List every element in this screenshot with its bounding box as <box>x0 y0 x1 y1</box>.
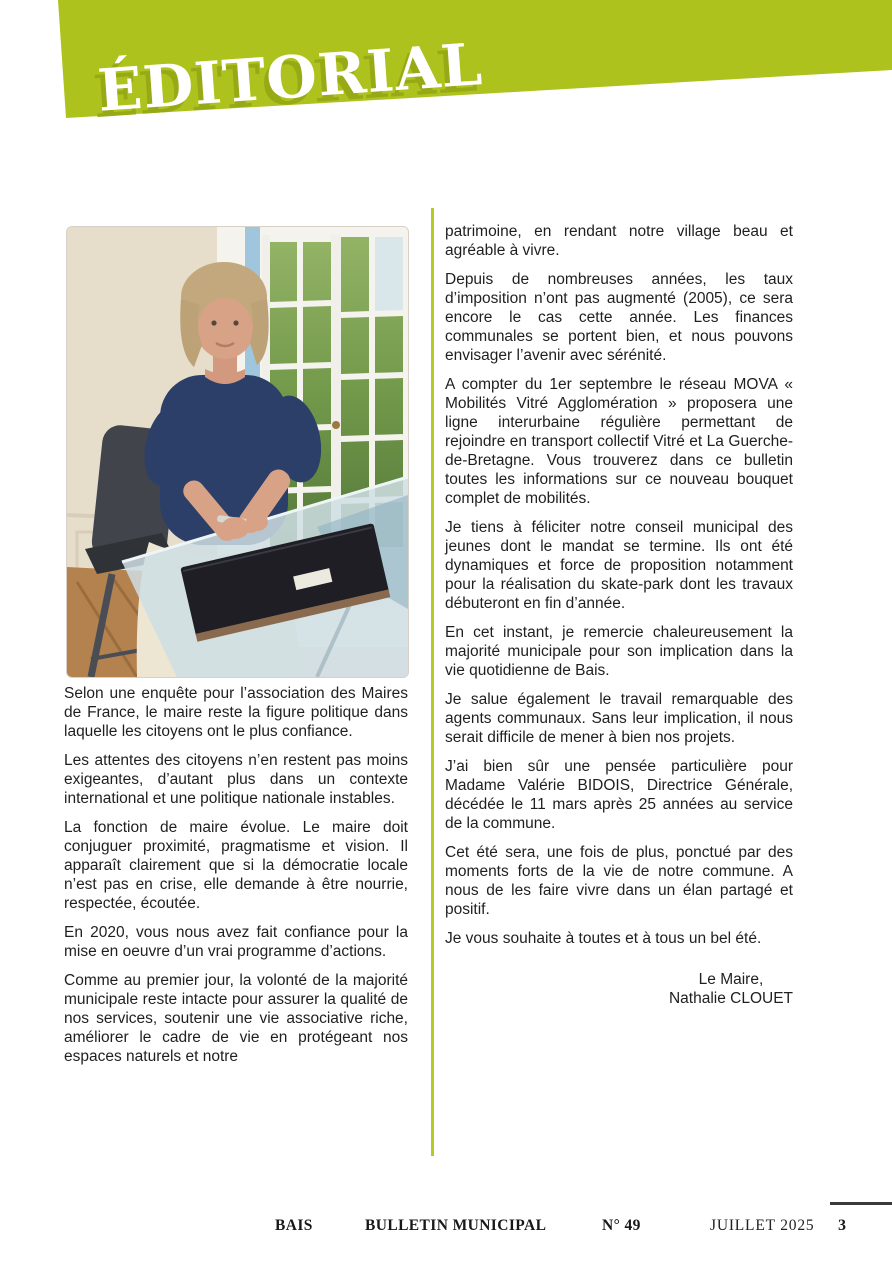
left-column <box>64 684 408 1076</box>
paragraph: Cet été sera, une fois de plus, ponctué par des moments forts de la vie de notre commune. A nous de les faire vivre dans un élan partagé et positif. <box>445 844 793 918</box>
signature-title: Le Maire, <box>698 971 764 988</box>
paragraph: En 2020, vous nous avez fait confiance pour la mise en oeuvre d’un vrai programme d’actions. <box>64 924 408 960</box>
mayor-photo-illustration <box>67 227 408 677</box>
page-title: ÉDITORIAL <box>95 30 485 125</box>
paragraph: J’ai bien sûr une pensée particulière pour Madame Valérie BIDOIS, Directrice Générale, décédée le 11 mars après 25 années au service de la commune. <box>445 758 793 832</box>
paragraph: A compter du 1er septembre le réseau MOVA « Mobilités Vitré Agglomération » proposera une ligne interurbaine régulière permettant de rejoindre en transport collectif Vitré et La Guerche-de-Bretagne. Vous trouverez dans ce bulletin toutes les informations sur ce nouveau bouquet complet de mobilités. <box>445 376 793 507</box>
paragraph: Je tiens à féliciter notre conseil municipal des jeunes dont le mandat se termine. Ils ont été dynamiques et force de proposition notamment pour la réalisation du skate-park dont les travaux débuteront en fin d’année. <box>445 519 793 612</box>
footer-publication: BULLETIN MUNICIPAL <box>365 1217 547 1234</box>
footer-date: JUILLET 2025 <box>710 1217 815 1234</box>
paragraph: Depuis de nombreuses années, les taux d’imposition n’ont pas augmenté (2005), ce sera encore le cas cette année. Les finances communales se portent bien, et nous pouvons envisager l’avenir avec sérénité. <box>445 271 793 364</box>
footer-issue: N° 49 <box>602 1217 641 1234</box>
mayor-photo <box>66 226 409 678</box>
footer-commune: BAIS <box>275 1217 313 1234</box>
column-divider <box>431 208 434 1156</box>
paragraph: Je salue également le travail remarquable des agents communaux. Sans leur implication, il nous serait difficile de mener à bien nos projets. <box>445 691 793 746</box>
signature-name: Nathalie CLOUET <box>668 990 793 1007</box>
paragraph: Les attentes des citoyens n’en restent pas moins exigeantes, d’autant plus dans un contexte international et une politique nationale instables. <box>64 752 408 807</box>
paragraph: Je vous souhaite à toutes et à tous un bel été. <box>445 930 762 947</box>
right-column <box>445 222 793 1008</box>
paragraph: patrimoine, en rendant notre village beau et agréable à vivre. <box>445 223 793 259</box>
footer-rule <box>830 1202 892 1205</box>
paragraph: La fonction de maire évolue. Le maire doit conjuguer proximité, pragmatisme et vision. Il apparaît clairement que si la démocratie locale n’est pas en crise, elle demande à être nourrie, respectée, écoutée. <box>64 819 408 912</box>
signature-block <box>445 970 793 1008</box>
paragraph: Selon une enquête pour l’association des Maires de France, le maire reste la figure politique dans laquelle les citoyens ont le plus confiance. <box>64 685 408 740</box>
paragraph: Comme au premier jour, la volonté de la majorité municipale reste intacte pour assurer la qualité de nos services, soutenir une vie associative riche, améliorer le cadre de vie en protégeant nos espaces naturels et notre <box>64 972 408 1065</box>
page-number: 3 <box>838 1217 847 1234</box>
paragraph: En cet instant, je remercie chaleureusement la majorité municipale pour son implication dans la vie quotidienne de Bais. <box>445 624 793 679</box>
